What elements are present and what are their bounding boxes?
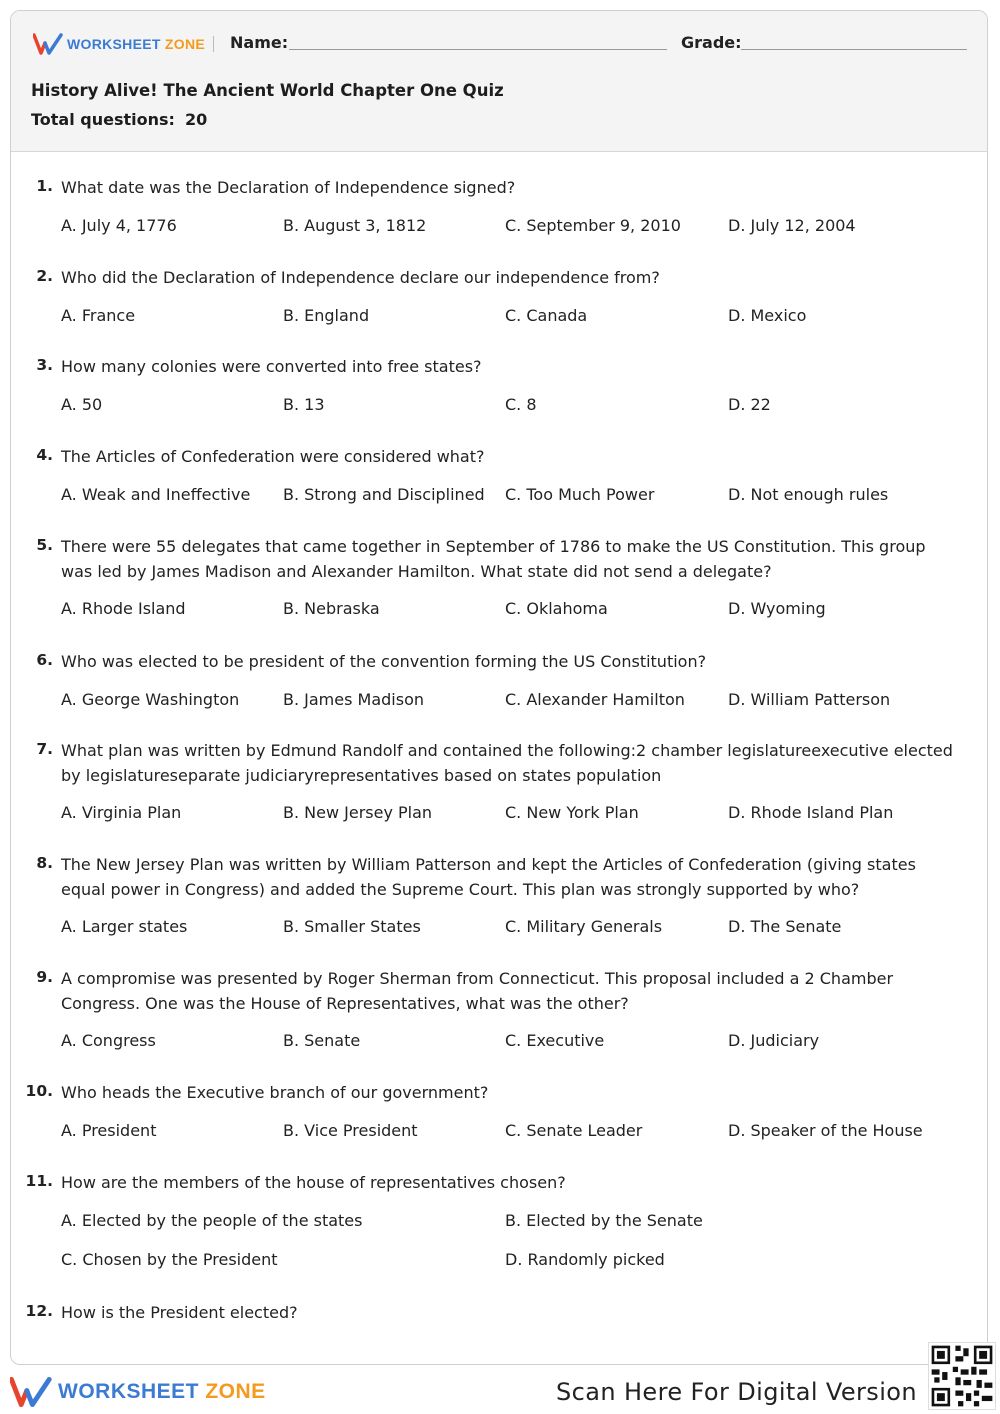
question-text: Who heads the Executive branch of our government? <box>61 1083 489 1102</box>
answer-option[interactable]: C. Chosen by the President <box>61 1250 278 1269</box>
worksheet-sheet <box>10 10 988 1365</box>
answer-option[interactable]: A. Elected by the people of the states <box>61 1211 363 1230</box>
answer-option[interactable]: B. Vice President <box>283 1121 418 1140</box>
answer-option[interactable]: D. July 12, 2004 <box>728 216 856 235</box>
answer-option[interactable]: C. Canada <box>505 306 588 325</box>
question-text: Who was elected to be president of the convention forming the US Constitution? <box>61 652 707 671</box>
question-text: What plan was written by Edmund Randolf and contained the following:2 chamber legislatureexecutive elected by legislatureseparate judiciaryrepresentatives based on states population <box>61 741 953 785</box>
scan-text: Scan Here For Digital Version <box>556 1378 917 1406</box>
answer-option[interactable]: B. Elected by the Senate <box>505 1211 703 1230</box>
answer-option[interactable]: B. England <box>283 306 370 325</box>
question-number: 9. <box>36 968 53 986</box>
footer-logo-word-zone: ZONE <box>205 1380 266 1403</box>
question-text: A compromise was presented by Roger Sherman from Connecticut. This proposal included a 2 Chamber Congress. One was the House of Representatives, what was the other? <box>61 969 894 1013</box>
question-text: There were 55 delegates that came together in September of 1786 to make the US Constitution. This group was led by James Madison and Alexander Hamilton. What state did not send a delegate? <box>61 537 926 581</box>
answer-option[interactable]: A. Weak and Ineffective <box>61 485 251 504</box>
question-number: 8. <box>36 854 53 872</box>
answer-option[interactable]: D. Speaker of the House <box>728 1121 923 1140</box>
question-number: 7. <box>36 740 53 758</box>
question-number: 5. <box>36 536 53 554</box>
answer-option[interactable]: B. New Jersey Plan <box>283 803 433 822</box>
question-text: How are the members of the house of representatives chosen? <box>61 1173 566 1192</box>
qr-code-icon[interactable] <box>928 1342 996 1410</box>
answer-option[interactable]: A. 50 <box>61 395 103 414</box>
total-questions-value: 20 <box>184 110 208 129</box>
answer-option[interactable]: A. France <box>61 306 136 325</box>
answer-option[interactable]: B. August 3, 1812 <box>283 216 427 235</box>
answer-option[interactable]: C. Alexander Hamilton <box>505 690 685 709</box>
question-number: 11. <box>25 1172 53 1190</box>
answer-option[interactable]: D. 22 <box>728 395 771 414</box>
answer-option[interactable]: D. William Patterson <box>728 690 891 709</box>
question-text: How many colonies were converted into free states? <box>61 357 482 376</box>
answer-option[interactable]: B. James Madison <box>283 690 424 709</box>
question-text: The New Jersey Plan was written by William Patterson and kept the Articles of Confederation (giving states equal power in Congress) and added the Supreme Court. This plan was strongly supported by who? <box>61 855 916 899</box>
question-text: The Articles of Confederation were considered what? <box>61 447 485 466</box>
question-text: Who did the Declaration of Independence declare our independence from? <box>61 268 660 287</box>
answer-option[interactable]: A. President <box>61 1121 157 1140</box>
answer-option[interactable]: C. Too Much Power <box>505 485 655 504</box>
answer-option[interactable]: A. George Washington <box>61 690 240 709</box>
answer-option[interactable]: C. Oklahoma <box>505 599 608 618</box>
answer-option[interactable]: D. Not enough rules <box>728 485 889 504</box>
logo-word-zone: ZONE <box>164 36 205 52</box>
answer-option[interactable]: A. July 4, 1776 <box>61 216 177 235</box>
grade-blank-line[interactable] <box>741 49 967 50</box>
grade-label: Grade: <box>681 33 742 52</box>
question-number: 2. <box>36 267 53 285</box>
answer-option[interactable]: A. Rhode Island <box>61 599 186 618</box>
answer-option[interactable]: D. Rhode Island Plan <box>728 803 894 822</box>
footer-logo <box>10 1376 266 1408</box>
question-number: 4. <box>36 446 53 464</box>
answer-option[interactable]: A. Congress <box>61 1031 156 1050</box>
answer-option[interactable]: C. 8 <box>505 395 537 414</box>
question-text: How is the President elected? <box>61 1303 298 1322</box>
question-number: 10. <box>25 1082 53 1100</box>
answer-option[interactable]: C. Senate Leader <box>505 1121 643 1140</box>
worksheet-zone-logo <box>33 33 205 55</box>
answer-option[interactable]: D. Randomly picked <box>505 1250 665 1269</box>
logo-word-worksheet: WORKSHEET <box>67 36 161 52</box>
footer-logo-word-worksheet: WORKSHEET <box>58 1380 199 1403</box>
worksheet-header <box>11 11 987 152</box>
answer-option[interactable]: D. The Senate <box>728 917 842 936</box>
answer-option[interactable]: D. Mexico <box>728 306 807 325</box>
answer-option[interactable]: C. Executive <box>505 1031 605 1050</box>
worksheet-zone-logo-icon <box>33 33 63 55</box>
answer-option[interactable]: C. Military Generals <box>505 917 663 936</box>
footer-logo-icon <box>10 1376 52 1408</box>
answer-option[interactable]: C. New York Plan <box>505 803 639 822</box>
name-label: Name: <box>230 33 289 52</box>
answer-option[interactable]: A. Larger states <box>61 917 188 936</box>
answer-option[interactable]: D. Wyoming <box>728 599 826 618</box>
question-text: What date was the Declaration of Independence signed? <box>61 178 516 197</box>
total-questions <box>31 110 207 129</box>
total-questions-label: Total questions: <box>31 110 175 129</box>
question-number: 6. <box>36 651 53 669</box>
question-number: 3. <box>36 356 53 374</box>
quiz-title: History Alive! The Ancient World Chapter One Quiz <box>31 81 504 100</box>
name-blank-line[interactable] <box>289 49 667 50</box>
answer-option[interactable]: A. Virginia Plan <box>61 803 182 822</box>
question-number: 12. <box>25 1302 53 1320</box>
header-divider <box>213 36 214 52</box>
answer-option[interactable]: B. Senate <box>283 1031 361 1050</box>
answer-option[interactable]: B. 13 <box>283 395 325 414</box>
answer-option[interactable]: B. Nebraska <box>283 599 380 618</box>
question-number: 1. <box>36 177 53 195</box>
answer-option[interactable]: D. Judiciary <box>728 1031 820 1050</box>
answer-option[interactable]: C. September 9, 2010 <box>505 216 681 235</box>
answer-option[interactable]: B. Smaller States <box>283 917 421 936</box>
answer-option[interactable]: B. Strong and Disciplined <box>283 485 485 504</box>
